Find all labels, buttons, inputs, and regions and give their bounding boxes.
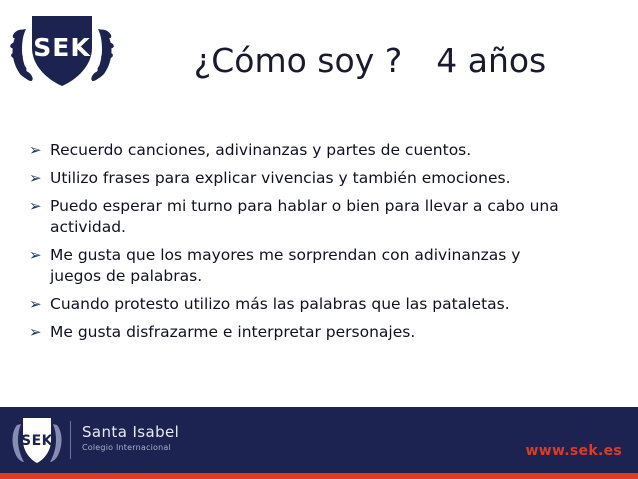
list-item-text: Me gusta que los mayores me sorprendan con adivinanzas y juegos de palabras. — [50, 246, 521, 285]
arrow-bullet-icon: ➢ — [29, 295, 42, 313]
age-label: 4 años — [436, 40, 547, 80]
arrow-bullet-icon: ➢ — [29, 141, 42, 159]
list-item-text: Me gusta disfrazarme e interpretar personajes. — [50, 323, 416, 341]
footer-brand-subtitle: Colegio Internacional — [82, 443, 171, 452]
bullet-list — [26, 140, 612, 350]
footer-divider — [70, 421, 71, 459]
list-item-text: Puedo esperar mi turno para hablar o bien para llevar a cabo una actividad. — [50, 197, 559, 236]
list-item — [26, 196, 612, 238]
sek-logo-icon — [8, 4, 116, 96]
list-item — [26, 322, 612, 343]
list-item-text: Cuando protesto utilizo más las palabras que las pataletas. — [50, 295, 510, 313]
arrow-bullet-icon: ➢ — [29, 246, 42, 264]
footer-sek-logo-icon — [10, 415, 64, 467]
page-title: ¿Cómo soy ? — [193, 40, 403, 80]
arrow-bullet-icon: ➢ — [29, 197, 42, 215]
arrow-bullet-icon: ➢ — [29, 169, 42, 187]
list-item — [26, 140, 612, 161]
arrow-bullet-icon: ➢ — [29, 323, 42, 341]
list-item-text: Recuerdo canciones, adivinanzas y partes de cuentos. — [50, 141, 472, 159]
slide-footer — [0, 407, 638, 479]
footer-accent-bar — [0, 473, 638, 479]
footer-brand-name: Santa Isabel — [82, 423, 180, 441]
list-item-text: Utilizo frases para explicar vivencias y también emociones. — [50, 169, 511, 187]
footer-brand — [82, 424, 179, 452]
slide-title-row — [120, 32, 620, 88]
svg-text:SEK: SEK — [33, 33, 91, 62]
footer-website-link[interactable]: www.sek.es — [525, 443, 622, 459]
svg-text:SEK: SEK — [21, 433, 53, 449]
list-item — [26, 245, 612, 287]
list-item — [26, 168, 612, 189]
list-item — [26, 294, 612, 315]
